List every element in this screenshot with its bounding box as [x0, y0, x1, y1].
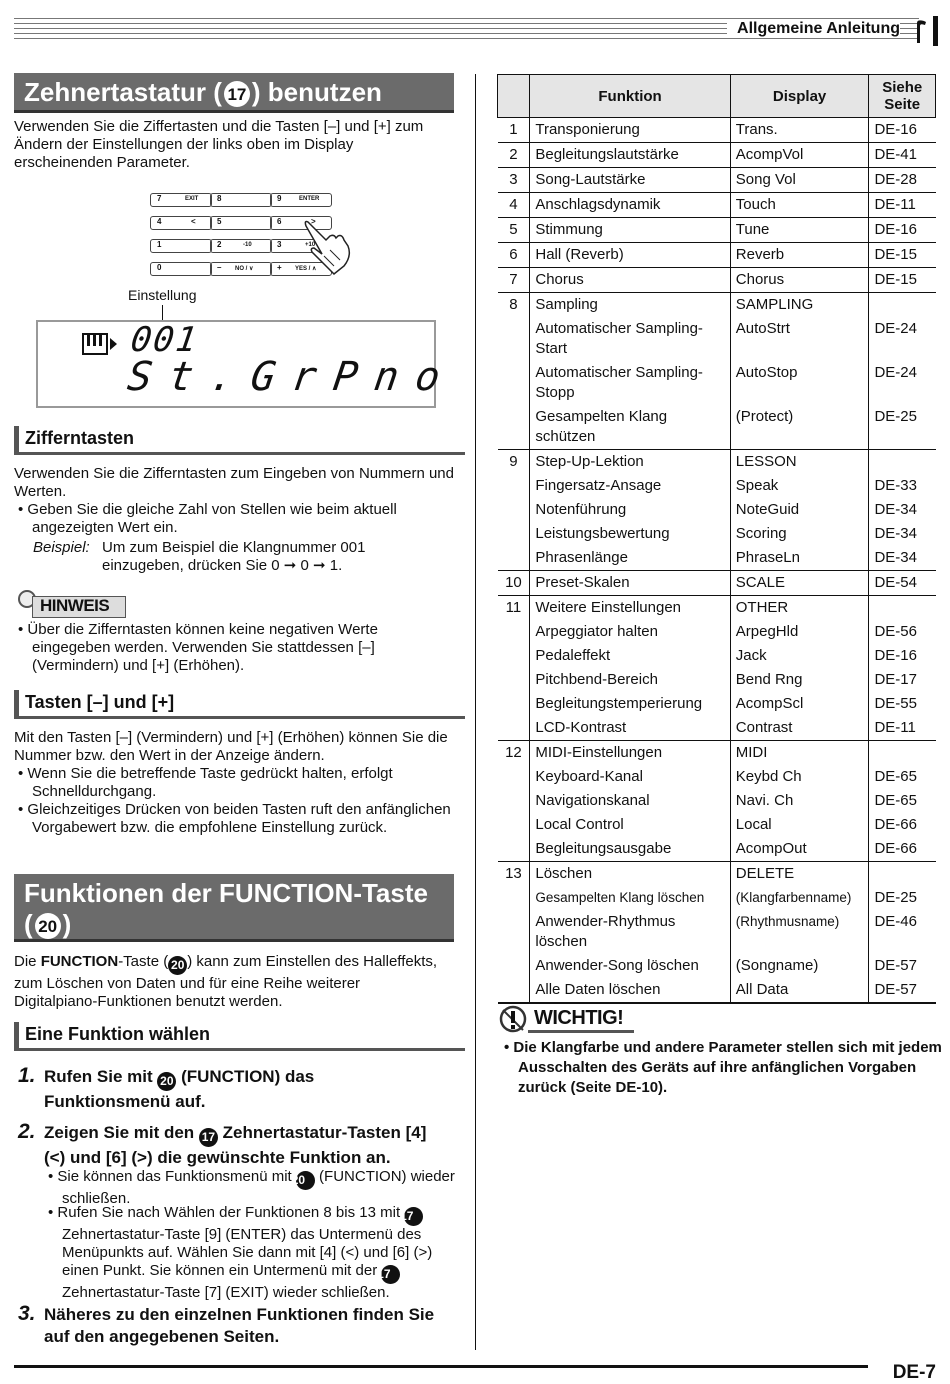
table-cell-num: [498, 546, 530, 571]
table-cell-display: Touch: [730, 193, 869, 218]
table-cell-num: 6: [498, 243, 530, 268]
table-cell-display: OTHER: [730, 596, 869, 621]
footer-rule: [14, 1365, 868, 1368]
table-cell-num: [498, 692, 530, 716]
table-cell-num: 2: [498, 143, 530, 168]
key-6: 6 >: [270, 216, 332, 230]
table-row: [498, 450, 936, 475]
table-row: [498, 571, 936, 596]
section-banner-function: [14, 874, 454, 942]
table-row: [498, 522, 936, 546]
table-cell-num: [498, 813, 530, 837]
table-cell-display: AutoStop: [730, 361, 869, 405]
table-cell-seite: DE-11: [874, 719, 916, 736]
table-cell-seite: DE-54: [869, 571, 936, 596]
table-cell-funktion: Gesampelten Klang löschen: [530, 886, 730, 910]
table-cell-funktion: Anwender-Song löschen: [530, 954, 730, 978]
table-cell-seite: DE-66: [874, 816, 917, 833]
table-row: [498, 143, 936, 168]
music-note-icon: [912, 17, 930, 45]
table-cell-funktion: Hall (Reverb): [530, 243, 730, 268]
table-cell-seite: DE-17: [874, 671, 917, 688]
step-3-number: 3.: [18, 1302, 36, 1325]
page-number: DE-7: [892, 1362, 936, 1383]
example-line1: Um zum Beispiel die Klangnummer 001: [102, 539, 366, 556]
table-cell-display: MIDI: [730, 741, 869, 766]
table-cell-num: [498, 644, 530, 668]
table-cell-funktion: Weitere Einstellungen: [530, 596, 730, 621]
display-label: Einstellung: [128, 287, 197, 303]
table-header-row: [498, 75, 936, 118]
key-5: 5: [210, 216, 272, 230]
table-cell-num: 7: [498, 268, 530, 293]
table-cell-num: 3: [498, 168, 530, 193]
table-cell-num: [498, 910, 530, 954]
table-cell-display: Song Vol: [730, 168, 869, 193]
key-3: 3 +10: [270, 239, 332, 253]
table-row: [498, 118, 936, 143]
table-row: [498, 168, 936, 193]
table-cell-funktion: Song-Lautstärke: [530, 168, 730, 193]
table-row: [498, 978, 936, 1003]
key-2: 2 -10: [210, 239, 272, 253]
table-cell-seite: [869, 741, 936, 766]
table-row: [498, 293, 936, 318]
table-cell-funktion: Transponierung: [530, 118, 730, 143]
table-cell-funktion: Automatischer Sampling-Start: [530, 317, 730, 361]
table-cell-display: AcompScl: [730, 692, 869, 716]
step-2-bullet-2: • Rufen Sie nach Wählen der Funktionen 8 bis 13 mit 17 Zehnertastatur-Taste [9] (ENTER) das Untermenü des Menüpunkts auf. Wählen Sie dann mit [4] (<) und [6] (>) einen Punkt. Sie können ein Untermenü mit der 17 Zehnertastatur-Taste [7] (EXIT) wieder schließen.: [48, 1204, 433, 1301]
column-divider: [475, 74, 476, 1350]
table-header-seite: Siehe Seite: [869, 75, 936, 118]
table-row: [498, 268, 936, 293]
table-row: [498, 692, 936, 716]
table-cell-display: AutoStrt: [730, 317, 869, 361]
table-cell-display: NoteGuid: [730, 498, 869, 522]
table-cell-funktion: Pedaleffekt: [530, 644, 730, 668]
table-cell-num: [498, 498, 530, 522]
display-label-line: [162, 305, 163, 321]
table-cell-num: 5: [498, 218, 530, 243]
table-cell-num: [498, 886, 530, 910]
lcd-display: [36, 320, 460, 408]
table-cell-num: 13: [498, 862, 530, 887]
table-cell-display: ArpegHld: [730, 620, 869, 644]
table-cell-num: 1: [498, 118, 530, 143]
table-cell-display: DELETE: [730, 862, 869, 887]
table-cell-num: 12: [498, 741, 530, 766]
table-cell-num: [498, 978, 530, 1003]
table-cell-num: 8: [498, 293, 530, 318]
table-cell-funktion: Local Control: [530, 813, 730, 837]
subhead-tasten: Tasten [–] und [+]: [14, 690, 465, 719]
table-cell-num: [498, 522, 530, 546]
number-20-icon: 20: [296, 1171, 315, 1190]
table-row: [498, 789, 936, 813]
keyboard-icon: [82, 332, 120, 356]
table-cell-funktion: Leistungsbewertung: [530, 522, 730, 546]
table-cell-seite: DE-34: [874, 501, 917, 518]
step-3-text: Näheres zu den einzelnen Funktionen finden Sie auf den angegebenen Seiten.: [44, 1305, 435, 1346]
table-cell-seite: [869, 450, 936, 475]
example-label: Beispiel:: [33, 539, 90, 556]
table-cell-funktion: Arpeggiator halten: [530, 620, 730, 644]
table-cell-seite: DE-46: [874, 913, 917, 930]
key-1: 1: [150, 239, 212, 253]
table-cell-funktion: Begleitungstemperierung: [530, 692, 730, 716]
table-cell-num: [498, 405, 530, 450]
table-row: [498, 954, 936, 978]
table-row: [498, 218, 936, 243]
table-cell-funktion: Keyboard-Kanal: [530, 765, 730, 789]
table-cell-display: AcompOut: [730, 837, 869, 862]
table-cell-funktion: MIDI-Einstellungen: [530, 741, 730, 766]
banner2-num-line: ( 20 ): [24, 909, 72, 939]
table-cell-funktion: Begleitungsausgabe: [530, 837, 730, 862]
table-cell-display: Bend Rng: [730, 668, 869, 692]
table-cell-seite: [869, 293, 936, 318]
subhead-zifferntasten: Zifferntasten: [14, 426, 465, 455]
table-cell-funktion: Chorus: [530, 268, 730, 293]
table-cell-seite: DE-16: [869, 118, 936, 143]
table-cell-display: Keybd Ch: [730, 765, 869, 789]
wichtig-title: WICHTIG!: [534, 1007, 624, 1029]
table-cell-seite: DE-57: [874, 957, 917, 974]
key-8: 8: [210, 193, 272, 207]
table-row: [498, 668, 936, 692]
table-cell-seite: DE-16: [874, 647, 917, 664]
table-header-funktion: Funktion: [530, 75, 730, 118]
step-2-number: 2.: [18, 1120, 36, 1143]
step-1-text: Rufen Sie mit 20 (FUNCTION) das Funktionsmenü auf.: [44, 1067, 315, 1111]
table-row: [498, 498, 936, 522]
table-cell-seite: [869, 596, 936, 621]
table-cell-seite: DE-15: [869, 243, 936, 268]
table-cell-num: 9: [498, 450, 530, 475]
pressing-hand-icon: [304, 216, 354, 278]
table-header-num: [498, 75, 530, 118]
table-cell-num: [498, 317, 530, 361]
table-cell-funktion: Automatischer Sampling-Stopp: [530, 361, 730, 405]
table-cell-display: Local: [730, 813, 869, 837]
step-1-number: 1.: [18, 1064, 36, 1087]
table-row: [498, 243, 936, 268]
step-2-text: Zeigen Sie mit den 17 Zehnertastatur-Tasten [4] (<) und [6] (>) die gewünschte Funktion an.: [44, 1123, 427, 1167]
table-cell-seite: DE-28: [869, 168, 936, 193]
header-title: Allgemeine Anleitung: [727, 20, 900, 38]
table-cell-funktion: Navigationskanal: [530, 789, 730, 813]
table-row: [498, 596, 936, 621]
table-cell-funktion: Preset-Skalen: [530, 571, 730, 596]
table-row: [498, 546, 936, 571]
ziffern-bullet: • Geben Sie die gleiche Zahl von Stellen wie beim aktuell angezeigten Wert ein.: [18, 501, 397, 536]
table-cell-display: Contrast: [730, 716, 869, 741]
table-cell-seite: DE-16: [869, 218, 936, 243]
tasten-bullet-2: • Gleichzeitiges Drücken von beiden Tasten ruft den anfänglichen Vorgabewert bzw. die empfohlene Einstellung zurück.: [18, 801, 451, 836]
table-cell-funktion: Anwender-Rhythmus löschen: [530, 910, 730, 954]
table-row: [498, 716, 936, 741]
table-cell-display: Scoring: [730, 522, 869, 546]
key-plus: + YES / ∧: [270, 262, 332, 276]
table-cell-funktion: Fingersatz-Ansage: [530, 474, 730, 498]
number-17-icon: 17: [381, 1265, 400, 1284]
table-row: [498, 405, 936, 450]
table-cell-num: [498, 789, 530, 813]
table-cell-funktion: Löschen: [530, 862, 730, 887]
table-cell-display: SAMPLING: [730, 293, 869, 318]
table-cell-seite: DE-24: [874, 320, 917, 337]
table-cell-funktion: Step-Up-Lektion: [530, 450, 730, 475]
table-row: [498, 741, 936, 766]
table-cell-seite: DE-57: [869, 978, 936, 1003]
table-cell-seite: DE-15: [869, 268, 936, 293]
table-cell-funktion: Alle Daten löschen: [530, 978, 730, 1003]
table-cell-seite: [869, 862, 936, 887]
table-cell-display: (Songname): [730, 954, 869, 978]
table-header-display: Display: [730, 75, 869, 118]
table-cell-num: [498, 765, 530, 789]
number-20-icon: 20: [168, 956, 187, 975]
table-cell-display: Chorus: [730, 268, 869, 293]
table-row: [498, 474, 936, 498]
hinweis-bullet: • Über die Zifferntasten können keine negativen Werte eingegeben werden. Verwenden Sie stattdessen [–] (Vermindern) und [+] (Erhöhen).: [18, 621, 378, 674]
key-minus: – NO / ∨: [210, 262, 272, 276]
table-cell-display: Speak: [730, 474, 869, 498]
table-cell-num: [498, 716, 530, 741]
example-line2: einzugeben, drücken Sie 0 ➞ 0 ➞ 1.: [102, 557, 343, 574]
table-cell-display: Tune: [730, 218, 869, 243]
key-9: 9 ENTER: [270, 193, 332, 207]
table-cell-num: [498, 474, 530, 498]
tasten-text: Mit den Tasten [–] (Vermindern) und [+] (Erhöhen) können Sie die Nummer bzw. den Wert in der Anzeige ändern.: [14, 729, 448, 764]
table-cell-seite: DE-25: [874, 889, 917, 906]
banner2-title: Funktionen der FUNCTION-Taste: [24, 878, 428, 908]
table-cell-seite: DE-24: [874, 364, 917, 381]
table-cell-num: 11: [498, 596, 530, 621]
key-0: 0: [150, 262, 212, 276]
table-cell-seite: DE-34: [874, 525, 917, 542]
table-cell-display: AcompVol: [730, 143, 869, 168]
table-row: [498, 813, 936, 837]
table-row: [498, 765, 936, 789]
table-row: [498, 620, 936, 644]
table-cell-display: Trans.: [730, 118, 869, 143]
table-cell-display: (Rhythmusname): [730, 910, 869, 954]
table-cell-display: LESSON: [730, 450, 869, 475]
banner-title-post: ) benutzen: [251, 77, 382, 107]
table-row: [498, 862, 936, 887]
table-cell-seite: DE-41: [869, 143, 936, 168]
table-cell-num: [498, 361, 530, 405]
wichtig-underline: [528, 1030, 634, 1033]
table-cell-seite: DE-56: [874, 623, 917, 640]
table-cell-funktion: Phrasenlänge: [530, 546, 730, 571]
key-7: 7 EXIT: [150, 193, 212, 207]
hinweis-title: HINWEIS: [40, 596, 110, 615]
number-20-icon: 20: [157, 1072, 176, 1091]
table-cell-funktion: Anschlagsdynamik: [530, 193, 730, 218]
warning-icon: [498, 1004, 528, 1034]
table-row: [498, 317, 936, 361]
lcd-number: 001: [128, 320, 202, 360]
table-row: [498, 910, 936, 954]
table-cell-num: [498, 620, 530, 644]
number-17-icon: 17: [224, 81, 250, 107]
lcd-text: St.GrPno: [124, 354, 460, 400]
function-intro: Die FUNCTION-Taste ( 20 ) kann zum Einstellen des Halleffekts, zum Löschen von Daten und für eine Reihe weiterer Digitalpiano-Funktionen benutzt werden.: [14, 953, 438, 1010]
table-cell-seite: DE-65: [874, 768, 917, 785]
table-cell-seite: DE-66: [874, 840, 917, 857]
table-cell-seite: DE-33: [874, 477, 917, 494]
table-cell-funktion: Pitchbend-Bereich: [530, 668, 730, 692]
table-cell-seite: DE-25: [874, 408, 917, 425]
table-cell-num: [498, 837, 530, 862]
table-cell-num: 10: [498, 571, 530, 596]
table-cell-funktion: Stimmung: [530, 218, 730, 243]
table-cell-seite: DE-11: [869, 193, 936, 218]
table-row: [498, 193, 936, 218]
table-row: [498, 361, 936, 405]
number-20-icon: 20: [35, 913, 61, 939]
header-bar: [933, 16, 938, 46]
table-cell-seite: DE-55: [874, 695, 917, 712]
subhead-waehlen: Eine Funktion wählen: [14, 1022, 465, 1051]
table-cell-seite: DE-65: [874, 792, 917, 809]
table-cell-display: PhraseLn: [730, 546, 869, 571]
table-cell-display: Jack: [730, 644, 869, 668]
table-row: [498, 886, 936, 910]
hinweis-header: [16, 588, 126, 616]
wichtig-bullet: • Die Klangfarbe und andere Parameter stellen sich mit jedem Ausschalten des Geräts auf ihre anfänglichen Vorgaben zurück (Seite DE-10).: [504, 1039, 942, 1096]
table-row: [498, 644, 936, 668]
key-4: 4 <: [150, 216, 212, 230]
wichtig-header: [498, 1004, 638, 1034]
banner-title-pre: Zehnertastatur (: [24, 77, 222, 107]
table-cell-funktion: Gesampelten Klang schützen: [530, 405, 730, 450]
table-cell-display: Reverb: [730, 243, 869, 268]
function-table: [497, 74, 936, 1004]
table-body: [498, 118, 936, 1004]
table-cell-num: 4: [498, 193, 530, 218]
table-cell-num: [498, 668, 530, 692]
table-cell-funktion: Begleitungslautstärke: [530, 143, 730, 168]
table-cell-funktion: Notenführung: [530, 498, 730, 522]
tasten-bullet-1: • Wenn Sie die betreffende Taste gedrückt halten, erfolgt Schnelldurchgang.: [18, 765, 393, 800]
number-17-icon: 17: [199, 1128, 218, 1147]
section-banner-zehnertastatur: [14, 73, 454, 113]
table-cell-funktion: LCD-Kontrast: [530, 716, 730, 741]
table-cell-display: SCALE: [730, 571, 869, 596]
step-2-bullet-1: • Sie können das Funktionsmenü mit 20 (FUNCTION) wieder schließen.: [48, 1168, 455, 1207]
keypad-illustration: [146, 190, 356, 282]
table-cell-funktion: Sampling: [530, 293, 730, 318]
number-17-icon: 17: [404, 1207, 423, 1226]
table-cell-display: Navi. Ch: [730, 789, 869, 813]
table-row: [498, 837, 936, 862]
ziffern-text: Verwenden Sie die Zifferntasten zum Eingeben von Nummern und Werten.: [14, 465, 454, 500]
intro-paragraph: Verwenden Sie die Ziffertasten und die Tasten [–] und [+] zum Ändern der Einstellungen der links oben im Display erscheinenden Parameter.: [14, 118, 424, 171]
table-cell-display: (Protect): [730, 405, 869, 450]
table-cell-display: (Klangfarbenname): [730, 886, 869, 910]
table-cell-seite: DE-34: [874, 549, 917, 566]
table-cell-num: [498, 954, 530, 978]
table-cell-display: All Data: [730, 978, 869, 1003]
